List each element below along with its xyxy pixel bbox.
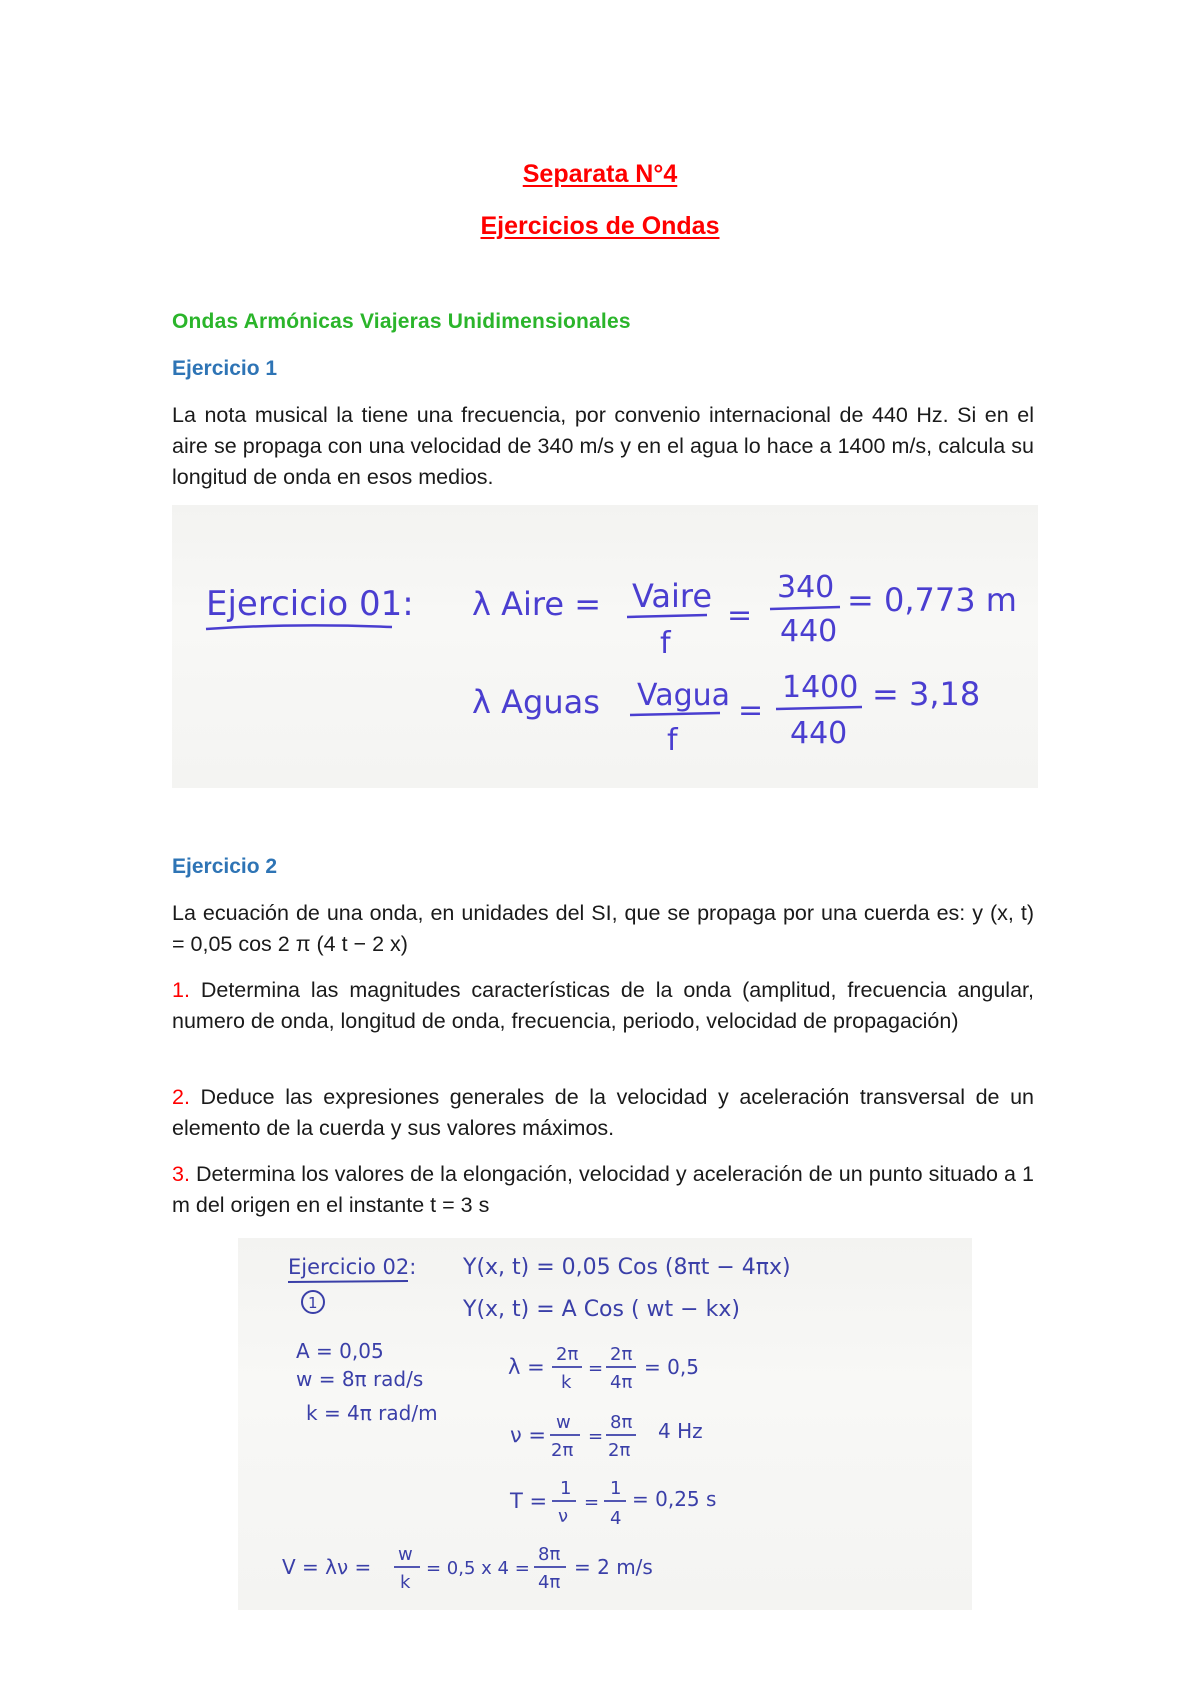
ej1-line2-fraction-bar — [630, 713, 720, 715]
exercise-2-handwriting — [238, 1238, 972, 1610]
ej1-line1-frac-den: f — [660, 626, 671, 661]
ej2-period-f1-den: ν — [558, 1506, 569, 1527]
item-text: Deduce las expresiones generales de la velocidad y aceleración transversal de un elemento de la cuerda y sus valores máximos. — [172, 1085, 1034, 1140]
ej1-line2-result: = 3,18 — [872, 675, 981, 713]
ej2-lambda-result: = 0,5 — [644, 1355, 699, 1379]
ej2-eq2: Y(x, t) = A Cos ( wt − kx) — [463, 1297, 740, 1322]
ej2-nu-f1-den: 2π — [551, 1440, 574, 1461]
ej1-line2-frac-den: f — [667, 723, 678, 758]
ej2-lambda-f2-den: 4π — [610, 1372, 633, 1393]
ej2-nu-eq-sign: = — [588, 1426, 604, 1447]
ej1-line2-bar2 — [776, 707, 862, 709]
ej2-nu-f2-num: 8π — [610, 1412, 633, 1433]
ej2-nu-f1-num: w — [556, 1412, 571, 1433]
ej2-lambda-f1-num: 2π — [556, 1344, 579, 1365]
ej1-label: Ejercicio 01: — [206, 584, 414, 624]
ej1-line2-eq: = — [738, 693, 764, 728]
ej2-lambda-lhs: λ = — [508, 1355, 545, 1379]
item-number: 1. — [172, 978, 190, 1002]
ej2-period-f1-num: 1 — [560, 1478, 572, 1499]
ej2-lambda-f1-den: k — [561, 1372, 572, 1393]
exercise-2-intro: La ecuación de una onda, en unidades del SI, que se propaga por una cuerda es: y (x, t) = 0,05 cos 2 π (4 t − 2 x) — [172, 901, 1034, 956]
ej2-velocity-f1-num: w — [398, 1544, 413, 1565]
section-heading: Ondas Armónicas Viajeras Unidimensionales — [172, 310, 631, 333]
ej1-line2-frac-num: Vagua — [637, 678, 731, 713]
exercise-2-item-1 — [172, 975, 1034, 1037]
ej1-line2-lhs: λ Aguas — [472, 683, 600, 721]
ej2-period-eq-sign: = — [584, 1492, 600, 1513]
ej2-velocity-f2-num: 8π — [538, 1544, 561, 1565]
ej1-line1-frac-num: Vaire — [632, 577, 713, 615]
document-subtitle: Ejercicios de Ondas — [480, 212, 720, 240]
ej2-nu-result: 4 Hz — [658, 1419, 703, 1443]
ej2-velocity-f2-den: 4π — [538, 1572, 561, 1593]
ej2-label: Ejercicio 02: — [288, 1255, 417, 1279]
ej1-line1-num: 340 — [777, 570, 835, 605]
ej1-line2-num: 1400 — [782, 670, 859, 705]
exercise-2-item-2 — [172, 1082, 1034, 1144]
ej1-line1-den: 440 — [780, 614, 838, 649]
ej1-line2-den: 440 — [790, 716, 848, 751]
exercise-1-text: La nota musical la tiene una frecuencia, por convenio internacional de 440 Hz. Si en el aire se propaga con una velocidad de 340 m/s y en el agua lo hace a 1400 m/s, calcula su longitud de onda en esos medios. — [172, 403, 1034, 489]
exercise-1-handwriting — [172, 505, 1038, 788]
ej2-nu-lhs: ν = — [510, 1423, 547, 1447]
ej2-velocity-mid: = 0,5 x 4 = — [426, 1558, 530, 1579]
ej1-line1-fraction-bar — [627, 615, 707, 617]
ej2-eq1: Y(x, t) = 0,05 Cos (8πt − 4πx) — [463, 1255, 791, 1280]
ej2-nu-f2-den: 2π — [608, 1440, 631, 1461]
ej2-wave-number: k = 4π rad/m — [306, 1401, 438, 1425]
ej2-label-underline — [288, 1281, 408, 1282]
ej1-line1-lhs: λ Aire = — [472, 585, 602, 623]
exercise-2-solution-photo — [238, 1238, 972, 1610]
ej2-velocity-result: = 2 m/s — [574, 1555, 653, 1579]
ej2-angular-frequency: w = 8π rad/s — [296, 1367, 424, 1391]
ej2-velocity-lhs: V = λν = — [282, 1555, 372, 1579]
ej2-circle-number: 1 — [308, 1294, 318, 1312]
ej2-lambda-eq-sign: = — [588, 1358, 604, 1379]
exercise-2-item-3 — [172, 1159, 1034, 1221]
ej2-velocity-f1-den: k — [400, 1572, 411, 1593]
ej2-period-f2-den: 4 — [610, 1508, 622, 1529]
item-number: 3. — [172, 1162, 190, 1186]
exercise-2-heading: Ejercicio 2 — [172, 855, 278, 878]
item-text: Determina los valores de la elongación, velocidad y aceleración de un punto situado a 1 m del origen en el instante t = 3 s — [172, 1162, 1034, 1217]
ej2-amplitude: A = 0,05 — [296, 1339, 384, 1363]
document-title: Separata N°4 — [522, 160, 678, 188]
exercise-1-solution-photo — [172, 505, 1038, 788]
ej1-line1-eq: = — [727, 598, 753, 633]
ej1-label-underline — [206, 625, 392, 629]
ej1-line1-bar2 — [770, 607, 840, 609]
ej2-period-f2-num: 1 — [610, 1478, 622, 1499]
ej2-period-lhs: T = — [510, 1489, 548, 1513]
item-text: Determina las magnitudes características de la onda (amplitud, frecuencia angular, numero de onda, longitud de onda, frecuencia, periodo, velocidad de propagación) — [172, 978, 1034, 1033]
ej1-line1-result: = 0,773 m — [847, 581, 1017, 619]
exercise-1-heading: Ejercicio 1 — [172, 357, 278, 380]
ej2-lambda-f2-num: 2π — [610, 1344, 633, 1365]
ej2-period-result: = 0,25 s — [632, 1487, 717, 1511]
item-number: 2. — [172, 1085, 190, 1109]
